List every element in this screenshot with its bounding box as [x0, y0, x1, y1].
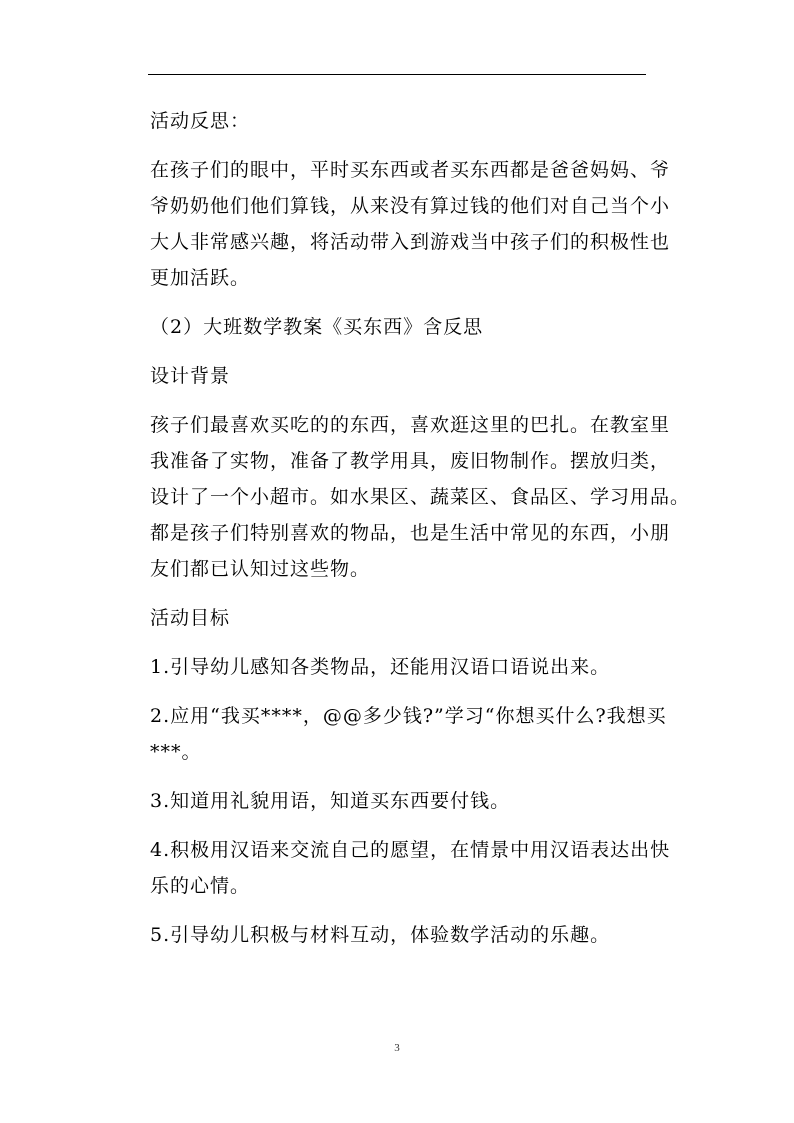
paragraph — [150, 358, 650, 394]
text-line: 孩子们最喜欢买吃的的东西，喜欢逛这里的巴扎。在教室里 — [150, 414, 671, 436]
paragraph-gap — [150, 685, 650, 698]
text-line: 5.引导幼儿积极与材料互动，体验数学活动的乐趣。 — [150, 924, 611, 946]
paragraph — [150, 917, 650, 953]
paragraph-gap — [150, 394, 650, 407]
text-line: ***。 — [150, 741, 202, 763]
paragraph-gap — [150, 587, 650, 600]
paragraph — [150, 783, 650, 819]
paragraph-gap — [150, 636, 650, 649]
text-line: 设计背景 — [150, 365, 231, 387]
text-line: 都是孩子们特别喜欢的物品，也是生活中常见的东西，小朋 — [150, 522, 671, 544]
paragraph — [150, 832, 671, 904]
paragraph — [150, 152, 671, 296]
paragraph-gap — [150, 139, 650, 152]
paragraph — [150, 407, 691, 587]
paragraph — [150, 698, 667, 770]
text-line: 我准备了实物，准备了教学用具，废旧物制作。摆放归类， — [150, 450, 671, 472]
text-line: 大人非常感兴趣，将活动带入到游戏当中孩子们的积极性也 — [150, 231, 671, 253]
text-line: （2）大班数学教案《买东西》含反思 — [150, 316, 484, 338]
header-rule — [148, 74, 646, 75]
text-line: 1.引导幼儿感知各类物品，还能用汉语口语说出来。 — [150, 656, 611, 678]
paragraph-gap — [150, 904, 650, 917]
text-line: 活动反思： — [150, 110, 251, 132]
paragraph — [150, 649, 650, 685]
document-body — [150, 103, 691, 953]
text-line: 4.积极用汉语来交流自己的愿望，在情景中用汉语表达出快 — [150, 839, 671, 861]
paragraph — [150, 103, 650, 139]
paragraph-gap — [150, 345, 650, 358]
text-line: 友们都已认知过这些物。 — [150, 558, 371, 580]
text-line: 更加活跃。 — [150, 267, 251, 289]
text-line: 在孩子们的眼中，平时买东西或者买东西都是爸爸妈妈、爷 — [150, 159, 671, 181]
text-line: 3.知道用礼貌用语，知道买东西要付钱。 — [150, 790, 511, 812]
text-line: 活动目标 — [150, 607, 231, 629]
paragraph-gap — [150, 819, 650, 832]
text-line: 乐的心情。 — [150, 875, 251, 897]
page-number: 3 — [394, 1042, 400, 1054]
paragraph-gap — [150, 770, 650, 783]
text-line: 爷奶奶他们他们算钱，从来没有算过钱的他们对自己当个小 — [150, 195, 671, 217]
paragraph — [150, 309, 650, 345]
paragraph — [150, 600, 650, 636]
paragraph-gap — [150, 296, 650, 309]
text-line: 设计了一个小超市。如水果区、蔬菜区、食品区、学习用品。 — [150, 486, 691, 508]
text-line: 2.应用“我买****，@@多少钱?”学习“你想买什么?我想买 — [150, 705, 667, 727]
